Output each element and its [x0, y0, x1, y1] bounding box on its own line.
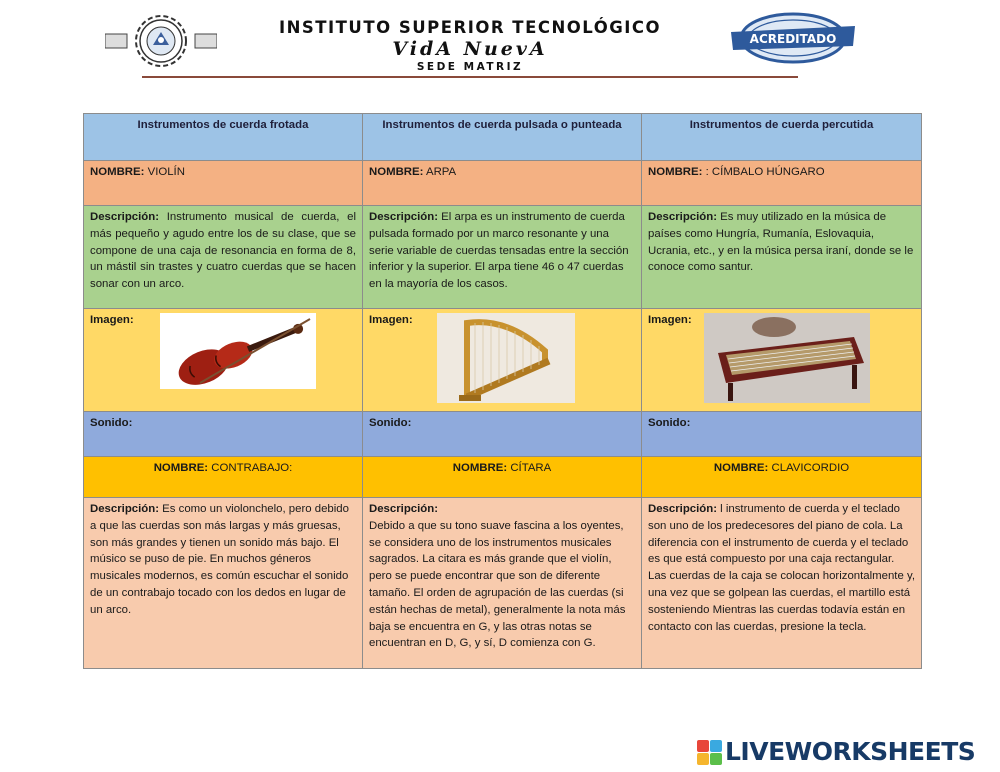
table-row	[84, 457, 922, 498]
sound-cell[interactable]	[642, 412, 922, 457]
table-row	[84, 309, 922, 412]
name-cell	[84, 161, 363, 206]
image-label: Imagen:	[369, 314, 413, 326]
description-text: Es muy utilizado en la música de países como Hungría, Rumanía, Eslovaquia, Ucrania, etc., y en la música persa iraní, donde se le conoce como santur.	[648, 211, 914, 274]
column-header-frotada: Instrumentos de cuerda frotada	[84, 114, 363, 161]
description-cell	[84, 206, 363, 309]
table-row	[84, 412, 922, 457]
description-text: Debido a que su tono suave fascina a los oyentes, se considera uno de los instrumentos musicales sagrados. La citara es más grande que el violín, pero se puede encontrar que son de diferente tamaño. El orden de agrupación de las cuerdas (si están hechas de metal), generalmente la nota más baja se encuentra en G, y las otras notas se encuentran en D, G, y sí, D comienza con G.	[369, 519, 626, 650]
description-cell	[642, 498, 922, 669]
description-cell	[363, 498, 642, 669]
description-text: El arpa es un instrumento de cuerda pulsada formado por un marco resonante y una serie variable de cuerdas tensadas entre la sección inferior y la superior. El arpa tiene 46 o 47 cuerdas en la mayoría de los casos.	[369, 211, 629, 291]
description-text: l instrumento de cuerda y el teclado son uno de los predecesores del piano de cola. La diferencia con el instrumento de cuerda y el teclado es que está compuesto por una caja rectangular. Las cuerdas de la caja se colocan horizontalmente y, una vez que se golpean las cuerdas, el martillo está sosteniendo Mientras las cuerdas todavía están en contacto con las cuerdas, presione la tecla.	[648, 503, 915, 633]
harp-icon	[437, 313, 575, 403]
description-label: Descripción:	[90, 503, 159, 515]
sound-label: Sonido:	[648, 417, 691, 429]
document-header	[0, 0, 1000, 82]
cimbalom-image	[704, 313, 870, 403]
name-cell	[642, 457, 922, 498]
name-value: ARPA	[425, 166, 457, 178]
sound-label: Sonido:	[369, 417, 412, 429]
sound-label: Sonido:	[90, 417, 133, 429]
logo-square	[710, 740, 722, 752]
violin-image	[160, 313, 316, 389]
harp-image	[437, 313, 575, 403]
logo-square	[697, 753, 709, 765]
description-text: Es como un violonchelo, pero debido a que las cuerdas son más largas y más gruesas, son más grandes y tienen un sonido más bajo. El músico se puso de pie. En muchos géneros musicales modernos, es común escuchar el sonido de un contrabajo tocado con los dedos en lugar de un arco.	[90, 503, 349, 616]
liveworksheets-wordmark: LIVEWORKSHEETS	[725, 737, 976, 766]
description-label: Descripción:	[648, 503, 717, 515]
violin-icon	[160, 313, 316, 389]
campus-label: SEDE MATRIZ	[416, 61, 524, 73]
name-value: CÍTARA	[510, 462, 552, 474]
cimbalom-icon	[704, 313, 870, 403]
institution-name: VidA NuevA	[392, 38, 548, 60]
liveworksheets-logo[interactable]	[697, 737, 997, 767]
name-label: NOMBRE:	[153, 462, 209, 474]
table-header-row	[84, 114, 922, 161]
description-label: Descripción:	[369, 503, 438, 515]
name-value: CONTRABAJO:	[211, 462, 293, 474]
description-cell	[363, 206, 642, 309]
name-value: VIOLÍN	[147, 166, 185, 178]
name-label: NOMBRE:	[713, 462, 769, 474]
table-row	[84, 161, 922, 206]
accreditation-seal	[727, 12, 859, 64]
name-cell	[363, 161, 642, 206]
table-row	[84, 206, 922, 309]
image-label: Imagen:	[648, 314, 692, 326]
table-row	[84, 498, 922, 669]
name-value: CLAVICORDIO	[771, 462, 850, 474]
description-label: Descripción:	[648, 211, 717, 223]
name-value: : CÍMBALO HÚNGARO	[705, 166, 825, 178]
column-header-pulsada: Instrumentos de cuerda pulsada o punteada	[363, 114, 642, 161]
name-label: NOMBRE:	[90, 166, 145, 178]
instruments-table	[83, 113, 922, 669]
image-cell	[363, 309, 642, 412]
name-cell	[642, 161, 922, 206]
institute-gear-logo	[105, 14, 217, 68]
logo-square	[697, 740, 709, 752]
name-label: NOMBRE:	[369, 166, 424, 178]
seal-label: ACREDITADO	[749, 32, 837, 46]
image-label: Imagen:	[90, 314, 134, 326]
sound-cell[interactable]	[84, 412, 363, 457]
description-label: Descripción:	[369, 211, 438, 223]
institution-title: INSTITUTO SUPERIOR TECNOLÓGICO	[278, 18, 662, 37]
logo-square	[710, 753, 722, 765]
description-text: Instrumento musical de cuerda, el más pequeño y agudo entre los de su clase, que se compone de una caja de resonancia en forma de 8, un mástil sin trastes y cuatro cuerdas que se hacen sonar con un arco.	[90, 211, 356, 291]
image-cell	[642, 309, 922, 412]
description-label: Descripción:	[90, 211, 159, 223]
header-divider	[142, 76, 798, 78]
image-cell	[84, 309, 363, 412]
sound-cell[interactable]	[363, 412, 642, 457]
name-cell	[84, 457, 363, 498]
name-label: NOMBRE:	[648, 166, 703, 178]
name-cell	[363, 457, 642, 498]
liveworksheets-squares-icon	[697, 740, 723, 766]
description-cell	[84, 498, 363, 669]
column-header-percutida: Instrumentos de cuerda percutida	[642, 114, 922, 161]
name-label: NOMBRE:	[452, 462, 508, 474]
description-cell	[642, 206, 922, 309]
